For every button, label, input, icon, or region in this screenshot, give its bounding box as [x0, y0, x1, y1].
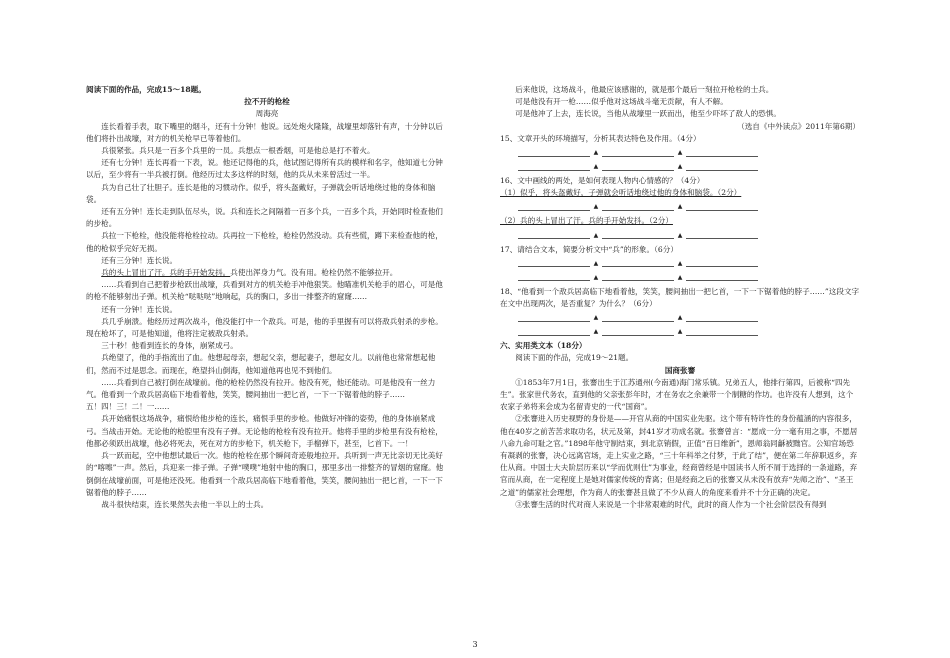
question-16-2: （2）兵的头上冒出了汗。兵的手开始发抖。（2分） [500, 216, 673, 226]
paragraph: ①1853年7月1日，张謇出生于江苏通州(今南通)海门常乐镇。兄弟五人，他排行第四，后被称“四先生”。张家世代务农，直到他的父亲张彭年时，才在务农之余兼带一个制糖的作坊。也许没有人想到，这个农家子弟将来会成为名留青史的一代“国商”。 [500, 377, 854, 412]
countdown: 五！四！三！二！一…… [86, 402, 170, 412]
paragraph: 连长看着手表，取下嘴里的烟斗，还有十分钟！他说。远处炮火隆隆，战壕里却落针有声，十分钟以后他们将扑出战壕，对方的机关枪早已等着他们。 [86, 121, 443, 143]
article-title-2: 国商张謇 [664, 365, 696, 375]
paragraph: 还有三分钟！连长说。 [101, 255, 178, 265]
page-number: 3 [472, 640, 478, 649]
right-column [500, 84, 860, 511]
article-title: 拉不开的枪栓 [244, 97, 290, 107]
paragraph: 兵开始痛恨这场战争，痛恨给他步枪的连长，痛恨手里的步枪。他做好冲锋的姿势，他的身体崩紧成弓。当战击开始。无论他的枪腔里有没有子弹。无论他的枪栓有没有拉开。他将手里的步枪里有没有枪栓，他都必须跃出战壕，他必将死去，死在对方的步枪下，机关枪下，手榴弹下，甚至，匕首下。一！ [86, 414, 443, 448]
left-column [86, 84, 448, 511]
paragraph: ②张謇进入历史视野的身份是——开官从商的中国实业先驱。这个带有特许性的身份蕴涵的内容很多，他在40岁之前苦苦求取功名，状元及第，封41岁才功成名就。张謇曾言：“愿成一分一毫有用之事，不愿居八命九命可耻之官。”1898年他守制结束，到北京销假，正值“百日维新”，恩师翁同龢被黜官。公知官场恐有凝剥的张謇，决心远离官场，走上实业之路，“三十年科举之付梦，于此了结”，便在第二年辞职返乡，弃仕从商。中国士大夫阶层历来以“学而优则仕”为事业，经商曾经是中国读书人所不屑于选择的一条道路，弃官而从商，在一定程度上是她对儒家传统的背离；但是经商之后的张謇又从未没有放弃“先师之治”、“圣王之道”的儒家社会理想，作为商人的张謇甚且做了不少从商人的角度来看并不十分正确的决定。 [500, 414, 858, 497]
answer-line[interactable]: ▲ ▲ [518, 312, 758, 324]
section-6-heading: 六、实用类文本（18分） [500, 341, 587, 351]
answer-line[interactable]: ▲ ▲ [518, 147, 758, 159]
answer-line[interactable]: ▲ ▲ [518, 230, 758, 242]
question-16: 16、文中画线的两处，是如何表现人物内心情感的？（4分） [500, 176, 705, 186]
answer-line[interactable]: ▲ ▲ [518, 258, 758, 270]
paragraph: 战斗很快结束，连长果然失去他一半以上的士兵。 [101, 499, 269, 509]
question-18: 18、“他看到一个敌兵居高临下地看着他，笑笑，腰间抽出一把匕首，一下一下锯着他的脖子……”这段文字在文中出现两次，是否重复？为什么？（6分） [500, 286, 860, 309]
question-15: 15、文章开头的环境描写，分析其表达特色及作用。（4分） [500, 133, 701, 143]
sentence: 兵使出浑身力气。没有用。枪栓仍然不能够拉开。 [230, 268, 398, 278]
paragraph: ……兵看到自己把着步枪跃出战壕，兵看到对方的机关枪手冲他狠笑。他瞄准机关枪手的眉心，可是他的枪不能够射出子弹。机关枪“哒哒哒”地响起，兵的胸口，多出一排整齐的窟窿…… [86, 280, 443, 302]
section-6-instruction: 阅读下面的作品，完成19～21题。 [515, 353, 634, 363]
paragraph: 兵绝望了，他的手指流出了血。他想起母亲，想起父亲，想起妻子，想起女儿。以前他也常常想起他们，然而不过是思念。而现在，绝望抖山倒海，他知道他再也见不到他们。 [86, 353, 436, 375]
answer-line[interactable]: ▲ ▲ [518, 272, 758, 284]
reading-instruction: 阅读下面的作品，完成15～18题。 [86, 85, 206, 94]
paragraph: 后来他说，这场战斗，他最应该感谢的，就是那个最后一刻拉开枪栓的士兵。 [515, 85, 774, 94]
paragraph: 还有一分钟！连长说。 [101, 304, 178, 314]
paragraph: 可是他冲了上去，连长说，当他从战壕里一跃而出，他至少吓坏了敌人的恐惧。 [515, 109, 781, 119]
source-note: （选自《中外读点》2011年第6期） [737, 121, 860, 131]
paragraph: 兵拉一下枪栓，他没能将枪栓拉动。兵再拉一下枪栓，枪栓仍然没动。兵有些慌，蹲下来检查他的枪，他的枪似乎完好无损。 [86, 231, 443, 253]
paragraph: 三十秒！他看到连长的身体，崩紧成弓。 [101, 341, 238, 351]
paragraph: 兵为自己壮了壮胆子。连长是他的习惯动作。似乎，将头盔戴好，子弹就会听话地绕过他的身体和脑袋。 [86, 182, 436, 204]
answer-line[interactable]: ▲ ▲ [518, 161, 758, 173]
question-17: 17、请结合文本，简要分析文中“兵”的形象。（6分） [500, 244, 678, 254]
paragraph: 兵很紧张。兵只是一百多个兵里的一员。兵想点一根香烟，可是他总是打不着火。 [101, 146, 375, 156]
article-author: 周海亮 [255, 109, 279, 119]
paragraph: 还有五分钟！连长走到队伍尽头，说。兵和连长之间隔着一百多个兵，一百多个兵，开始同时检查他们的步枪。 [86, 207, 443, 229]
underlined-sentence: 兵的头上冒出了汗。兵的手开始发抖。 [101, 268, 231, 278]
paragraph: ③张謇生活的时代对商人来说是一个非常艰难的时代，此时的商人作为一个社会阶层没有得到 [515, 499, 827, 509]
paragraph: 兵一跃而起，空中他想试最后一次。他的枪栓在那个瞬间奇迹般地拉开。兵听到一声无比亲切无比美好的“喀嚓”一声。然后，兵迎来一排子弹。子弹“噗噗”地射中他的胸口，那里多出一排整齐的冒烟的窟窿。他倒倒在战壕前面，可是他还没死。他看到一个敌兵居高临下地看着他，笑笑，腰间抽出一把匕首，一下一下锯着他的脖子…… [86, 451, 444, 497]
answer-line[interactable]: ▲ ▲ [518, 201, 758, 213]
paragraph [86, 267, 448, 279]
paragraph: 还有七分钟！连长再看一下表，说。他还记得他的兵，他试图记得所有兵的模样和名字，他知道七分钟以后，至少将有一半兵被打倒。他经历过太多这样的时刻，他的兵从未来曾活过一半。 [86, 158, 443, 180]
paragraph: ……兵看到自己被打倒在战壕前。他的枪栓仍然没有拉开。他没有死，他还能动。可是他没有一丝力气。他看到一个敌兵居高临下地看着他，笑笑，腰间抽出一把匕首，一下一下锯着他的脖子…… [86, 377, 436, 400]
paragraph: 可是他没有开一枪……似乎他对这场战斗毫无贡献，有人不解。 [515, 97, 728, 107]
question-16-1: （1）似乎，将头盔戴好，子弹就会听话地绕过他的身体和脑袋。（2分） [500, 188, 742, 198]
answer-line[interactable]: ▲ ▲ [518, 326, 758, 338]
paragraph: 兵几乎崩溃。他经历过两次战斗，他没能打中一个敌兵。可是，他的手里握有可以将敌兵射杀的步枪。现在枪坏了，可是他知道，他将注定被敌兵射杀。 [86, 316, 443, 339]
